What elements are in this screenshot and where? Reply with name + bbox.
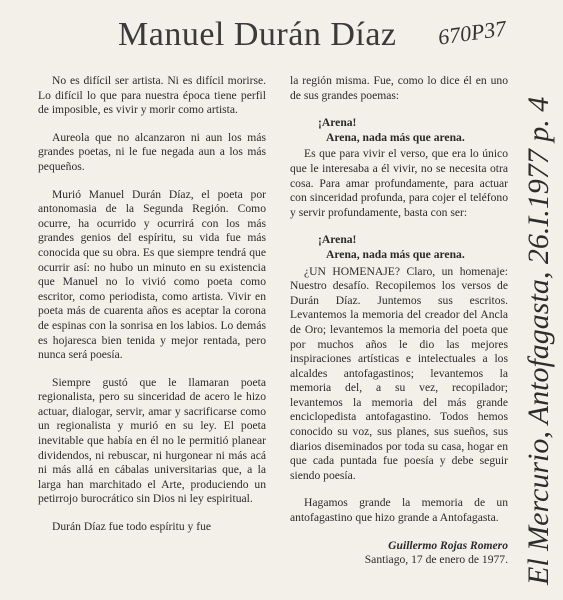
- paragraph: Murió Manuel Durán Díaz, el poeta por antonomasia de la Segunda Región. Como ocurre, ha ocurrido y ocurrirá con los más grandes genios del espíritu, su vida fue más conocida que su obra. Es que siempre tendrá que ocurrir así: no hubo un minuto en su existencia que Manuel no lo vivió como poeta como escritor, como periodista, como artista. Vivir en poeta más de cuarenta años es aceptar la corona de espinas con la sonrisa en los labios. Lo demás es hojaresca bien tenida y mejor rentada, pero nunca será poesía.: [38, 187, 266, 362]
- paragraph: Es que para vivir el verso, que era lo único que le interesaba a él vivir, no se necesita otra cosa. Para amar profundamente, para actuar con sinceridad profunda, para cojer el teléfono y servir profundamente, basta con ser:: [290, 147, 508, 219]
- poem-line: Arena, nada más que arena.: [326, 247, 465, 261]
- paragraph: No es difícil ser artista. Ni es difícil morirse. Lo difícil lo que para nuestra época tiene perfil de imposible, es vivir y morir como artista.: [38, 74, 266, 117]
- poem-line: Arena, nada más que arena.: [326, 130, 465, 144]
- paragraph: Siempre gustó que le llamaran poeta regionalista, pero su sinceridad de acero le hizo actuar, dialogar, servir, amar y sacrificarse como un regionalista y murió en su ley. El poeta inevitable que había en él no le permitió planear dividendos, ni rebuscar, ni hurgonear ni más acá ni más allá en cábalas universitarias que, a la larga han marchitado el Arte, produciendo un petirrojo burocrático sin Dios ni ley espiritual.: [38, 375, 266, 506]
- paragraph: Hagamos grande la memoria de un antofagastino que hizo grande a Antofagasta.: [290, 496, 508, 525]
- left-column: [38, 74, 266, 548]
- date-line: Santiago, 17 de enero de 1977.: [364, 553, 508, 567]
- paragraph: Aureola que no alcanzaron ni aun los más grandes poetas, ni le fue negada aun a los más pequeños.: [38, 130, 266, 173]
- right-column: [290, 74, 508, 568]
- poem-exclamation: ¡Arena!: [318, 116, 357, 130]
- paragraph: Durán Díaz fue todo espíritu y fue: [52, 520, 212, 534]
- handwritten-code: 670P37: [436, 15, 508, 50]
- author-signature: Guillermo Rojas Romero: [388, 538, 508, 552]
- poem-exclamation: ¡Arena!: [318, 233, 357, 247]
- handwritten-source-note: El Mercurio, Antofagasta, 26.I.1977 p. 4: [522, 96, 555, 585]
- article-title: Manuel Durán Díaz: [118, 16, 397, 53]
- paragraph: ¿UN HOMENAJE? Claro, un homenaje: Nuestro desafío. Recopilemos los versos de Durán Díaz. Juntemos sus escritos. Levantemos la memoria del creador del Ancla de Oro; levantemos la memoria del poeta que por muchos años le dio las mejores inspiraciones artísticas e intelectuales a los alcaldes antofagastinos; levantemos la memoria del, a su vez, recopilador; levantemos la memoria del más grande enciclopedista antofagastino. Todos hemos conocido su voz, sus planes, sus sueños, sus diarios diseminados por toda su casa, hogar en que cada puntada fue poesía y debe seguir siendo poesía.: [290, 264, 508, 482]
- paragraph: la región misma. Fue, como lo dice él en uno de sus grandes poemas:: [290, 74, 508, 102]
